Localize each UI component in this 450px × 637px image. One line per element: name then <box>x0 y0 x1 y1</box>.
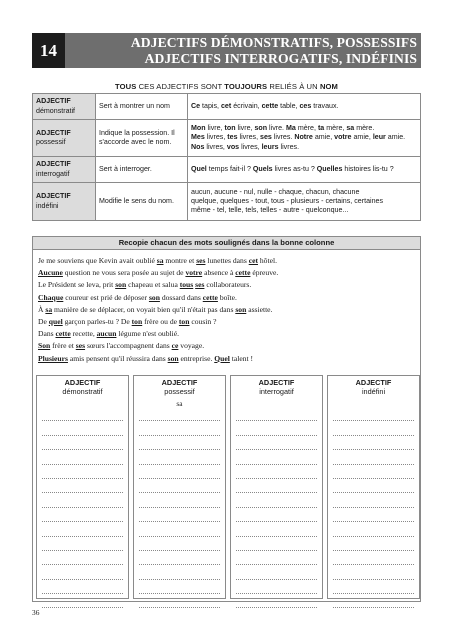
sentence <box>38 353 278 365</box>
answer-line[interactable] <box>42 450 123 464</box>
ex-line: aucun, aucune - nul, nulle - chaque, chacun, chacune <box>191 187 360 196</box>
sentence-text: voyage. <box>178 341 205 351</box>
sentence-text: absence à <box>202 268 236 278</box>
underlined-word: Aucune <box>38 268 63 278</box>
sentence-text: Je me souviens que Kevin avait oublié <box>38 256 157 265</box>
ex-word: Mon <box>191 124 206 133</box>
kind-cell <box>33 183 96 221</box>
intro-word: NOM <box>319 82 338 91</box>
answer-line[interactable] <box>42 436 123 450</box>
answer-line[interactable] <box>236 465 317 479</box>
sentence-text: entreprise. <box>178 353 215 363</box>
sentence-text: recette, <box>70 329 97 339</box>
underlined-word: Quel <box>214 353 230 363</box>
ex-word: Quelles <box>316 164 343 173</box>
table-row <box>33 183 421 221</box>
column-header <box>231 376 322 396</box>
answer-line[interactable] <box>139 522 220 536</box>
ex-word: Ce <box>191 101 201 110</box>
answer-line[interactable] <box>42 508 123 522</box>
ex-text: livres. <box>271 133 295 142</box>
underlined-word: ton <box>178 317 190 327</box>
underlined-word: son <box>235 304 247 314</box>
ex-text: écrivain, <box>231 101 262 110</box>
answer-line[interactable] <box>236 493 317 507</box>
ex-word: cet <box>220 101 232 110</box>
underlined-word: ses <box>196 256 206 265</box>
sentence-text: sœurs l'accompagnent dans <box>85 341 172 351</box>
ex-word: Mes <box>191 133 205 142</box>
sentence-text: assiette. <box>246 304 273 314</box>
column-header <box>134 376 225 396</box>
sentence-text: montre et <box>163 256 197 265</box>
ex-text: livres. <box>278 142 300 151</box>
ex-text: livre, <box>235 124 255 133</box>
ex-word: ton <box>224 124 236 133</box>
answer-line[interactable] <box>42 407 123 421</box>
sentence-text: frère et <box>50 341 76 351</box>
underlined-word: sa <box>45 304 53 314</box>
answer-line[interactable] <box>236 479 317 493</box>
sentence-text: frère ou de <box>142 317 179 327</box>
answer-line[interactable] <box>139 565 220 579</box>
sentence-text: amis pensent qu'il réussira dans <box>67 353 168 363</box>
sentence <box>38 255 278 267</box>
answer-line[interactable] <box>139 551 220 565</box>
exercise-sentences <box>38 255 278 365</box>
sentence-text: hôtel. <box>257 256 277 265</box>
exercise-box <box>32 236 421 602</box>
underlined-word: ce <box>171 341 179 351</box>
table-row <box>33 120 421 157</box>
sentence-text: De <box>38 317 49 327</box>
sentence <box>38 267 278 279</box>
ex-line: même - tel, telle, tels, telles - autre - quelconque... <box>191 206 349 215</box>
sentence-text: lunettes dans <box>205 256 249 265</box>
answer-line[interactable] <box>139 407 220 421</box>
answer-line[interactable] <box>333 537 414 551</box>
examples-cell <box>188 120 421 157</box>
ex-text: livres as-tu ? <box>272 164 317 173</box>
title-line-1: ADJECTIFS DÉMONSTRATIFS, POSSESSIFS <box>130 35 417 50</box>
answer-line[interactable] <box>333 421 414 435</box>
ex-text: livres, <box>237 133 261 142</box>
column-header <box>328 376 419 396</box>
answer-line[interactable] <box>139 421 220 435</box>
answer-line[interactable] <box>42 522 123 536</box>
sentence <box>38 328 278 340</box>
answer-line[interactable] <box>333 594 414 608</box>
sentence <box>38 316 278 328</box>
answer-lines[interactable] <box>333 407 414 608</box>
sentence-text: manière de se déplacer, on voyait bien qu'il n'était pas dans <box>52 304 236 314</box>
answer-line[interactable] <box>333 551 414 565</box>
ex-text: amie, <box>312 133 335 142</box>
underlined-word: son <box>148 292 160 302</box>
underlined-word: cette <box>235 268 251 278</box>
sentence-text: légume n'est oublié. <box>116 329 179 339</box>
ex-text: livre, <box>205 124 225 133</box>
underlined-word: ton <box>131 317 143 327</box>
underlined-word: aucun <box>96 329 117 339</box>
ex-word: Notre <box>294 133 313 142</box>
answer-line[interactable] <box>236 508 317 522</box>
answer-line[interactable] <box>333 407 414 421</box>
underlined-word: Plusieurs <box>38 353 68 363</box>
page-title <box>72 35 417 66</box>
answer-line[interactable] <box>42 594 123 608</box>
ex-word: ces <box>299 101 312 110</box>
answer-line[interactable] <box>139 450 220 464</box>
ex-line <box>191 133 417 142</box>
answer-columns <box>36 375 417 599</box>
ex-line: quelque, quelques - tout, tous - plusieurs - certains, certaines <box>191 196 384 205</box>
ex-word: tes <box>227 133 238 142</box>
answer-lines[interactable] <box>139 407 220 608</box>
ex-text: histoires lis-tu ? <box>342 164 394 173</box>
use-cell: Sert à montrer un nom <box>96 94 188 120</box>
ex-word: leurs <box>261 142 279 151</box>
underlined-word: son <box>115 280 127 290</box>
lesson-number: 14 <box>32 33 65 68</box>
answer-line[interactable] <box>333 580 414 594</box>
answer-lines[interactable] <box>236 407 317 608</box>
sentence-text: question ne vous sera posée au sujet de <box>62 268 186 278</box>
underlined-word: cette <box>55 329 71 339</box>
answer-line[interactable] <box>139 537 220 551</box>
answer-line[interactable] <box>42 479 123 493</box>
underlined-word: ses <box>75 341 86 351</box>
column-indefini <box>327 375 420 599</box>
ex-text: tapis, <box>200 101 221 110</box>
use-cell: Modifie le sens du nom. <box>96 183 188 221</box>
ex-text: livres, <box>204 133 228 142</box>
answer-line[interactable] <box>333 493 414 507</box>
ex-text: livre. <box>267 124 286 133</box>
answer-line[interactable] <box>139 493 220 507</box>
answer-line[interactable] <box>139 580 220 594</box>
title-line-2: ADJECTIFS INTERROGATIFS, INDÉFINIS <box>144 50 417 66</box>
ex-text: amie. <box>385 133 406 142</box>
definitions-table <box>32 93 421 221</box>
intro-word: TOUJOURS <box>224 82 268 91</box>
kind-cell <box>33 120 96 157</box>
answer-line[interactable] <box>333 479 414 493</box>
underlined-word: cet <box>248 256 258 265</box>
answer-line[interactable] <box>236 551 317 565</box>
sentence-text: épreuve. <box>250 268 279 278</box>
underlined-word: sa <box>156 256 164 265</box>
ex-word: leur <box>372 133 386 142</box>
ex-text: amie, <box>351 133 373 142</box>
sentence-text: Le Président se leva, prit <box>38 280 116 290</box>
ex-text: mère, <box>295 124 318 133</box>
intro-word: RELIÉS À UN <box>267 82 320 91</box>
sentence-text: talent ! <box>229 353 254 363</box>
column-possessif <box>133 375 226 599</box>
column-header-name: démonstratif <box>62 387 103 396</box>
column-header-label: ADJECTIF <box>258 378 295 387</box>
kind-name: possessif <box>36 138 66 146</box>
answer-line[interactable] <box>139 436 220 450</box>
answer-line[interactable] <box>236 407 317 421</box>
underlined-word: cette <box>202 292 218 302</box>
use-cell: Sert à interroger. <box>96 157 188 183</box>
ex-word: vos <box>226 142 240 151</box>
ex-word: son <box>254 124 268 133</box>
answer-line[interactable] <box>236 436 317 450</box>
answer-line[interactable] <box>42 565 123 579</box>
answer-line[interactable] <box>236 450 317 464</box>
ex-text: travaux. <box>311 101 339 110</box>
column-header-name: indéfini <box>361 387 386 396</box>
answer-lines[interactable] <box>42 407 123 608</box>
sentence-text: chapeau et salua <box>126 280 180 290</box>
examples-cell <box>188 183 421 221</box>
kind-name: indéfini <box>36 201 59 210</box>
sentence-text: collaborateurs. <box>204 280 252 290</box>
ex-text: table, <box>278 101 300 110</box>
ex-text: mère, <box>324 124 347 133</box>
answer-line[interactable] <box>139 465 220 479</box>
sentence <box>38 340 278 352</box>
ex-line <box>191 124 417 133</box>
answer-line[interactable] <box>42 465 123 479</box>
column-header-label: ADJECTIF <box>64 378 101 387</box>
answer-line[interactable] <box>236 522 317 536</box>
example-answer: sa <box>176 399 183 408</box>
intro-rule <box>32 82 421 91</box>
ex-word: Quels <box>252 164 273 173</box>
column-interrogatif <box>230 375 323 599</box>
ex-text: livres, <box>204 142 227 151</box>
ex-word: Nos <box>191 142 205 151</box>
column-header <box>37 376 128 396</box>
sentence-text: dossard dans <box>159 292 203 302</box>
use-cell: Indique la possession. Il s'accorde avec le nom. <box>96 120 188 157</box>
sentence-text: boîte. <box>217 292 237 302</box>
answer-line[interactable] <box>42 493 123 507</box>
answer-line[interactable] <box>42 580 123 594</box>
ex-word: ta <box>317 124 325 133</box>
underlined-word: ses <box>195 280 205 290</box>
column-demonstratif <box>36 375 129 599</box>
ex-line <box>191 143 417 152</box>
answer-line[interactable] <box>139 479 220 493</box>
sentence <box>38 304 278 316</box>
ex-word: Ma <box>286 124 296 133</box>
sentence-text: cousin ? <box>189 317 217 327</box>
answer-line[interactable] <box>333 522 414 536</box>
kind-cell <box>33 94 96 120</box>
kind-label: ADJECTIF <box>36 160 71 169</box>
underlined-word: quel <box>48 317 63 327</box>
answer-line[interactable] <box>42 537 123 551</box>
answer-line[interactable] <box>236 594 317 608</box>
ex-word: ses <box>260 133 272 142</box>
ex-text: mère. <box>354 124 375 133</box>
table-row <box>33 157 421 183</box>
examples-cell <box>188 157 421 183</box>
ex-word: Quel <box>191 164 207 173</box>
answer-line[interactable] <box>42 551 123 565</box>
sentence-text: À <box>38 304 46 314</box>
answer-line[interactable] <box>139 594 220 608</box>
underlined-word: votre <box>185 268 203 278</box>
answer-line[interactable] <box>236 421 317 435</box>
sentence-text: garçon parles-tu ? De <box>62 317 132 327</box>
kind-label: ADJECTIF <box>36 192 71 201</box>
underlined-word: Son <box>38 341 51 351</box>
answer-line[interactable] <box>333 565 414 579</box>
sentence-text: coureur est prié de déposer <box>63 292 149 302</box>
examples-cell <box>188 94 421 120</box>
intro-word: TOUS <box>115 82 137 91</box>
column-header-label: ADJECTIF <box>161 378 198 387</box>
answer-line[interactable] <box>42 421 123 435</box>
kind-label: ADJECTIF <box>36 97 71 106</box>
column-header-name: possessif <box>164 387 195 396</box>
answer-line[interactable] <box>333 436 414 450</box>
answer-line[interactable] <box>236 580 317 594</box>
underlined-word: tous <box>179 280 194 290</box>
ex-word: sa <box>346 124 355 133</box>
answer-line[interactable] <box>333 465 414 479</box>
underlined-word: Chaque <box>38 292 64 302</box>
answer-line[interactable] <box>139 508 220 522</box>
table-row <box>33 94 421 120</box>
kind-name: interrogatif <box>36 169 70 178</box>
answer-line[interactable] <box>333 508 414 522</box>
kind-cell <box>33 157 96 183</box>
answer-line[interactable] <box>236 537 317 551</box>
sentence <box>38 279 278 291</box>
column-header-name: interrogatif <box>259 387 294 396</box>
underlined-word: son <box>167 353 179 363</box>
ex-word: cette <box>261 101 279 110</box>
ex-text: temps fait-il ? <box>206 164 253 173</box>
answer-line[interactable] <box>333 450 414 464</box>
intro-word: CES ADJECTIFS SONT <box>136 82 225 91</box>
kind-name: démonstratif <box>36 106 76 115</box>
exercise-instruction: Recopie chacun des mots soulignés dans la bonne colonne <box>33 237 420 250</box>
sentence <box>38 292 278 304</box>
sentence-text: Dans <box>38 329 56 339</box>
page-number: 36 <box>32 608 40 617</box>
ex-word: votre <box>334 133 352 142</box>
column-header-label: ADJECTIF <box>355 378 392 387</box>
answer-line[interactable] <box>236 565 317 579</box>
kind-label: ADJECTIF <box>36 128 71 137</box>
ex-text: livres, <box>239 142 262 151</box>
